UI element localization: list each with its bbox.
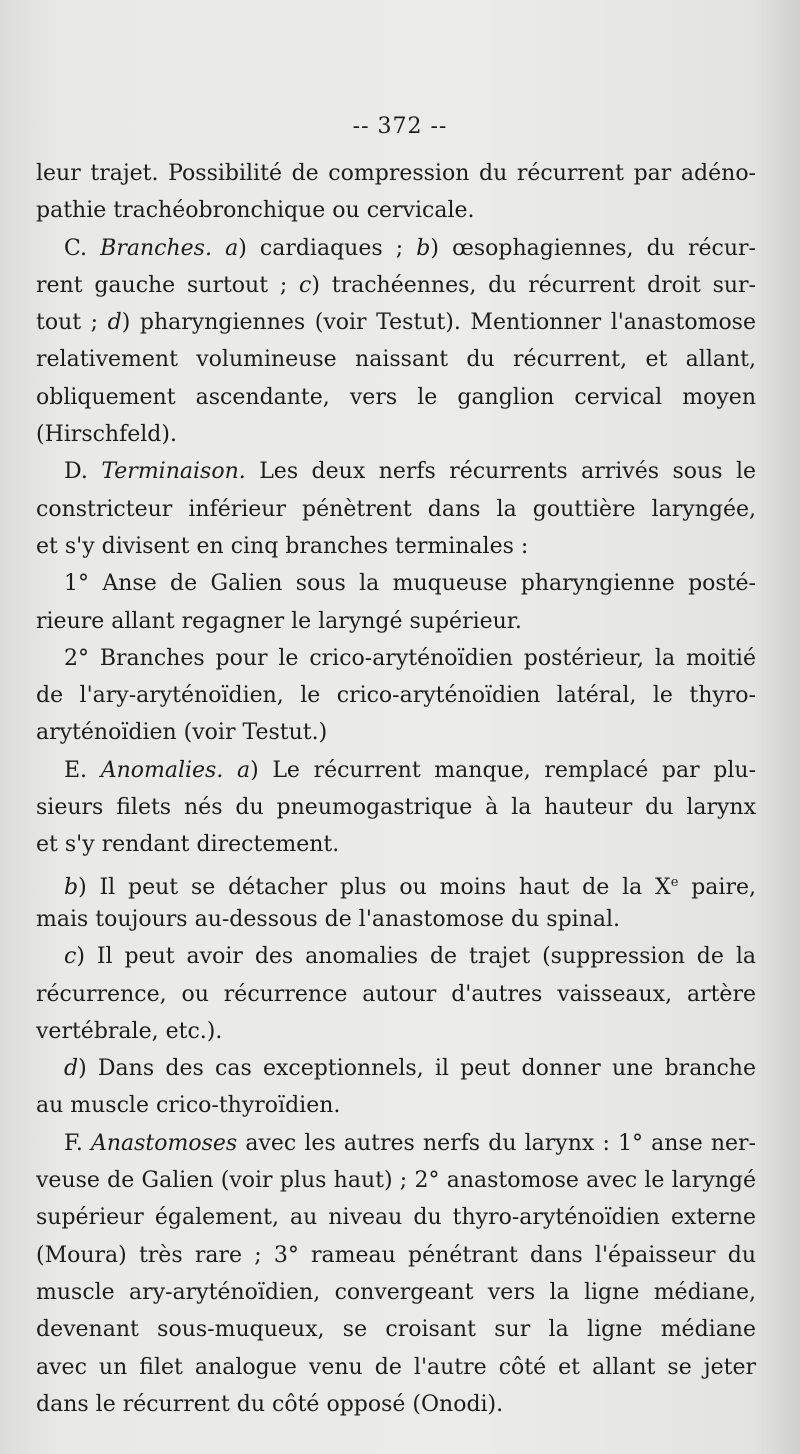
text-segment: dans le récurrent du côté opposé (Onodi). (36, 1391, 504, 1417)
text-segment: ) Le récurrent manque, remplacé par plu- (250, 757, 756, 783)
text-segment: paire, (678, 874, 756, 900)
text-segment: ) Il peut avoir des anomalies de trajet (suppression de la (76, 944, 756, 970)
text-line (36, 528, 756, 565)
text-line (36, 714, 756, 751)
text-line (36, 1013, 756, 1050)
text-line (36, 379, 756, 416)
text-segment: et s'y divisent en cinq branches terminales : (36, 533, 529, 559)
text-segment: muscle ary-aryténoïdien, convergeant vers la ligne médiane, (36, 1279, 756, 1305)
text-segment: de l'ary-aryténoïdien, le crico-aryténoïdien latéral, le thyro- (36, 683, 756, 709)
text-segment: récurrence, ou récurrence autour d'autres vaisseaux, artère (36, 981, 756, 1007)
text-line (36, 1237, 756, 1274)
text-segment: ) cardiaques ; (238, 235, 417, 261)
text-segment: 1° Anse de Galien sous la muqueuse pharyngienne posté- (64, 571, 756, 597)
text-line (36, 677, 756, 714)
text-segment: veuse de Galien (voir plus haut) ; 2° anastomose avec le laryngé (36, 1168, 756, 1194)
text-segment: relativement volumineuse naissant du récurrent, et allant, (36, 347, 756, 373)
text-line (36, 416, 756, 453)
italic-text: a (225, 235, 239, 261)
italic-text: b (64, 874, 79, 900)
text-segment: E. (64, 757, 101, 783)
text-line (36, 155, 756, 192)
text-segment: (Hirschfeld). (36, 422, 177, 448)
text-segment: D. (64, 459, 102, 485)
text-line (36, 304, 756, 341)
text-segment: ) trachéennes, du récurrent droit sur- (311, 272, 756, 298)
text-segment: mais toujours au-dessous de l'anastomose du spinal. (36, 906, 621, 932)
text-segment: ) œsophagiennes, du récur- (430, 235, 756, 261)
text-segment: pathie trachéobronchique ou cervicale. (36, 198, 475, 224)
body-text (36, 155, 756, 1423)
page-number: -- 372 -- (352, 114, 448, 139)
text-segment: rieure allant regagner le laryngé supérieur. (36, 608, 522, 634)
text-line (36, 230, 756, 267)
text-line (36, 640, 756, 677)
text-line (36, 1349, 756, 1386)
text-line (36, 491, 756, 528)
text-segment: aryténoïdien (voir Testut.) (36, 720, 328, 746)
text-line (36, 752, 756, 789)
text-segment: 2° Branches pour le crico-aryténoïdien postérieur, la moitié (64, 645, 756, 671)
italic-text: a (236, 757, 251, 783)
text-line (36, 976, 756, 1013)
text-segment: obliquement ascendante, vers le ganglion cervical moyen (36, 384, 756, 410)
italic-text: Anomalies. (100, 757, 224, 783)
text-line (36, 1386, 756, 1423)
italic-text: c (64, 944, 77, 970)
text-segment: avec les autres nerfs du larynx : 1° anse ner- (237, 1130, 756, 1156)
text-line (36, 1274, 756, 1311)
text-segment: C. (64, 235, 101, 261)
text-segment: supérieur également, au niveau du thyro-aryténoïdien externe (36, 1205, 756, 1231)
text-segment: F. (64, 1130, 91, 1156)
text-segment: ) Il peut se détacher plus ou moins haut de la X (78, 874, 671, 900)
text-line (36, 1199, 756, 1236)
italic-text: c (299, 272, 312, 298)
italic-text: b (416, 235, 431, 261)
text-segment: ) Dans des cas exceptionnels, il peut donner une branche (78, 1056, 756, 1082)
text-segment: vertébrale, etc.). (36, 1018, 223, 1044)
text-line (36, 453, 756, 490)
text-line (36, 826, 756, 863)
text-segment: leur trajet. Possibilité de compression du récurrent par adéno- (36, 161, 756, 186)
text-segment: devenant sous-muqueux, se croisant sur la ligne médiane (36, 1317, 756, 1343)
text-segment: (Moura) très rare ; 3° rameau pénétrant dans l'épaisseur du (36, 1242, 756, 1268)
text-line (36, 267, 756, 304)
text-line (36, 565, 756, 602)
italic-text: Branches. (100, 235, 212, 261)
text-line (36, 1311, 756, 1348)
text-line (36, 1162, 756, 1199)
text-line (36, 1125, 756, 1162)
text-segment: rent gauche surtout ; (36, 272, 300, 298)
text-segment: Les deux nerfs récurrents arrivés sous le (245, 459, 757, 485)
text-line (36, 864, 756, 901)
text-line (36, 603, 756, 640)
text-segment: sieurs filets nés du pneumogastrique à la hauteur du larynx (36, 795, 756, 821)
italic-text: d (107, 310, 122, 336)
text-segment: et s'y rendant directement. (36, 832, 340, 858)
text-segment: ) pharyngiennes (voir Testut). Mentionner l'anastomose (121, 310, 756, 336)
text-line (36, 1087, 756, 1124)
text-line (36, 192, 756, 229)
italic-text: Anastomoses (90, 1130, 238, 1156)
text-line (36, 341, 756, 378)
superscript-text: e (670, 874, 679, 890)
text-line (36, 789, 756, 826)
text-segment: constricteur inférieur pénètrent dans la gouttière laryngée, (36, 496, 756, 522)
text-segment (223, 758, 237, 783)
text-segment (212, 236, 225, 261)
text-line (36, 1050, 756, 1087)
italic-text: Terminaison. (101, 459, 246, 485)
text-segment: avec un filet analogue venu de l'autre côté et allant se jeter (36, 1354, 756, 1380)
text-line (36, 938, 756, 975)
text-segment: au muscle crico-thyroïdien. (36, 1093, 341, 1119)
text-segment: tout ; (36, 310, 108, 336)
italic-text: d (64, 1056, 79, 1082)
text-line (36, 901, 756, 938)
